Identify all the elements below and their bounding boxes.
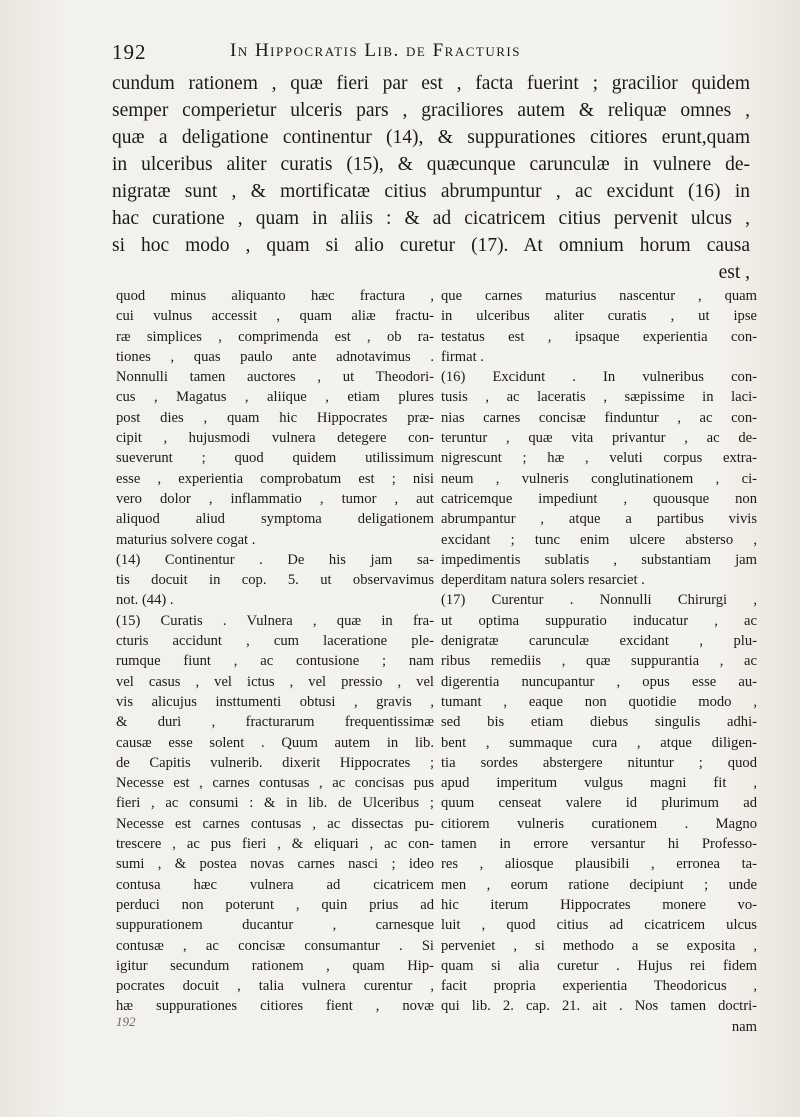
text-line: sumi , & postea novas carnes nasci ; ideo xyxy=(116,856,434,873)
text-line: (15) Curatis . Vulnera , quæ in fra- xyxy=(116,612,434,629)
text-line: citiorem vulneris curationem . Magno xyxy=(441,815,757,832)
text-line: luit , quod citius ad cicatricem ulcus xyxy=(441,917,757,934)
text-line: quum censeat valere id plurimum ad xyxy=(441,795,757,812)
text-line: suppurationem ducantur , carnesque xyxy=(116,917,434,934)
text-line: hæ suppurationes citiores fient , novæ xyxy=(116,998,434,1015)
text-line: digerentia nuncupantur , opus esse au- xyxy=(441,673,757,690)
text-line: excidant ; tunc enim ulcere absterso , xyxy=(441,531,757,548)
text-line: tiones , quas paulo ante adnotavimus . xyxy=(116,348,434,365)
text-line: abrumpantur , atque a partibus vivis xyxy=(441,511,757,528)
text-line: (17) Curentur . Nonnulli Chirurgi , xyxy=(441,592,757,609)
text-line: (14) Continentur . De his jam sa- xyxy=(116,551,434,568)
text-line: sueverunt ; quod quidem utilissimum xyxy=(116,450,434,467)
text-line: hac curatione , quam in aliis : & ad cicatricem citius pervenit ulcus , xyxy=(112,208,750,229)
text-line: impedimentis sublatis , substantiam jam xyxy=(441,551,757,568)
text-line: contusa hæc vulnera ad cicatricem xyxy=(116,876,434,893)
text-line: quod minus aliquanto hæc fractura , xyxy=(116,288,434,304)
text-line: ræ simplices , comprimenda est , ob ra- xyxy=(116,328,434,345)
text-line: tumant , eaque non quotidie modo , xyxy=(441,693,757,710)
intro-paragraph xyxy=(112,70,750,286)
text-line: facit propria experientia Theodoricus , xyxy=(441,978,757,995)
text-line: pocrates docuit , talia vulnera curentur , xyxy=(116,978,434,995)
page-number: 192 xyxy=(112,40,147,64)
text-line: cipit , hujusmodi vulnera detegere con- xyxy=(116,430,434,447)
text-line: cundum rationem , quæ fieri par est , facta fuerint ; gracilior quidem xyxy=(112,73,750,94)
text-line: aliquod aliud symptoma deligationem xyxy=(116,511,434,528)
text-line: (16) Excidunt . In vulneribus con- xyxy=(441,369,757,386)
text-line: contusæ , ac concisæ consumantur . Si xyxy=(116,937,434,954)
text-line: est , xyxy=(718,262,750,283)
text-line: not. (44) . xyxy=(116,592,174,609)
running-title: In Hippocratis Lib. de Fracturis xyxy=(230,40,521,61)
text-line: in ulceribus aliter curatis (15), & quæcunque carunculæ in vulnere de- xyxy=(112,154,750,175)
text-line: nigrescunt ; hæ , veluti corpus extra- xyxy=(441,450,757,467)
text-line: tusis , ac laceratis , sæpissime in laci- xyxy=(441,389,757,406)
text-line: apud imperitum vulgus magni fit , xyxy=(441,775,757,792)
text-line: igitur secundum rationem , quam Hip- xyxy=(116,957,434,974)
text-line: que carnes maturius nascentur , quam xyxy=(441,288,757,304)
text-line: & duri , fracturarum frequentissimæ xyxy=(116,714,434,731)
page-signature: 192 xyxy=(116,1014,136,1029)
text-line: neum , vulneris conglutinationem , ci- xyxy=(441,470,757,487)
text-line: vel casus , vel ictus , vel pressio , vel xyxy=(116,673,434,690)
text-line: tia sordes abstergere nituntur ; quod xyxy=(441,754,757,771)
text-line: catricemque impediunt , quousque non xyxy=(441,490,757,507)
text-line: cturis accidunt , cum laceratione ple- xyxy=(116,633,434,650)
text-line: men , eorum ratione decipiunt ; unde xyxy=(441,876,757,893)
left-column xyxy=(116,286,434,1017)
text-line: cui vulnus accessit , quam aliæ fractu- xyxy=(116,308,434,325)
text-line: causæ esse solent . Quum autem in lib. xyxy=(116,734,434,751)
text-line: perveniet , si methodo a se exposita , xyxy=(441,937,757,954)
right-column xyxy=(441,286,757,1037)
text-line: si hoc modo , quam si alio curetur (17). At omnium horum causa xyxy=(112,235,750,256)
text-line: de Capitis vulnerib. dixerit Hippocrates ; xyxy=(116,754,434,771)
page-header xyxy=(112,38,752,68)
text-line: nam xyxy=(731,1018,757,1035)
text-line: tamen in errore versantur hi Professo- xyxy=(441,836,757,853)
text-line: cus , Magatus , aliique , etiam plures xyxy=(116,389,434,406)
text-line: maturius solvere cogat . xyxy=(116,531,256,548)
text-line: perduci non poterunt , quin prius ad xyxy=(116,896,434,913)
text-line: tis docuit in cop. 5. ut observavimus xyxy=(116,572,434,589)
text-line: firmat . xyxy=(441,348,484,365)
text-line: deperditam natura solers resarciet . xyxy=(441,572,645,589)
text-line: Necesse est , carnes contusas , ac concisas pus xyxy=(116,775,434,792)
text-line: qui lib. 2. cap. 21. ait . Nos tamen doctri- xyxy=(441,998,757,1015)
text-line: Nonnulli tamen auctores , ut Theodori- xyxy=(116,369,434,386)
text-line: ut optima suppuratio inducatur , ac xyxy=(441,612,757,629)
text-line: in ulceribus aliter curatis , ut ipse xyxy=(441,308,757,325)
text-line: quæ a deligatione continentur (14), & suppurationes citiores erunt,quam xyxy=(112,127,750,148)
text-line: vero dolor , inflammatio , tumor , aut xyxy=(116,490,434,507)
text-line: nias carnes concisæ finduntur , ac con- xyxy=(441,409,757,426)
text-line: bent , summaque cura , atque diligen- xyxy=(441,734,757,751)
text-line: esse , experientia comprobatum est ; nisi xyxy=(116,470,434,487)
text-line: post dies , quam hic Hippocrates præ- xyxy=(116,409,434,426)
text-line: sed bis etiam diebus singulis adhi- xyxy=(441,714,757,731)
text-line: hic iterum Hippocrates monere vo- xyxy=(441,896,757,913)
text-line: semper comperietur ulceris pars , graciliores autem & reliquæ omnes , xyxy=(112,100,750,121)
text-line: testatus est , ipsaque experientia con- xyxy=(441,328,757,345)
text-line: vis alicujus insttumenti obtusi , gravis , xyxy=(116,693,434,710)
text-line: denigratæ carunculæ excidant , plu- xyxy=(441,633,757,650)
text-line: quam si alia curetur . Hujus rei fidem xyxy=(441,957,757,974)
text-line: ribus remediis , quæ suppurantia , ac xyxy=(441,653,757,670)
text-line: fieri , ac consumi : & in lib. de Ulceribus ; xyxy=(116,795,434,812)
text-line: rumque fiunt , ac contusione ; nam xyxy=(116,653,434,670)
text-line: res , aliosque plausibili , erronea ta- xyxy=(441,856,757,873)
text-line: Necesse est carnes contusas , ac dissectas pu- xyxy=(116,815,434,832)
text-line: trescere , ac pus fieri , & eliquari , ac con- xyxy=(116,836,434,853)
text-line: teruntur , quæ vita privantur , ac de- xyxy=(441,430,757,447)
text-line: nigratæ sunt , & mortificatæ citius abrumpuntur , ac excidunt (16) in xyxy=(112,181,750,202)
